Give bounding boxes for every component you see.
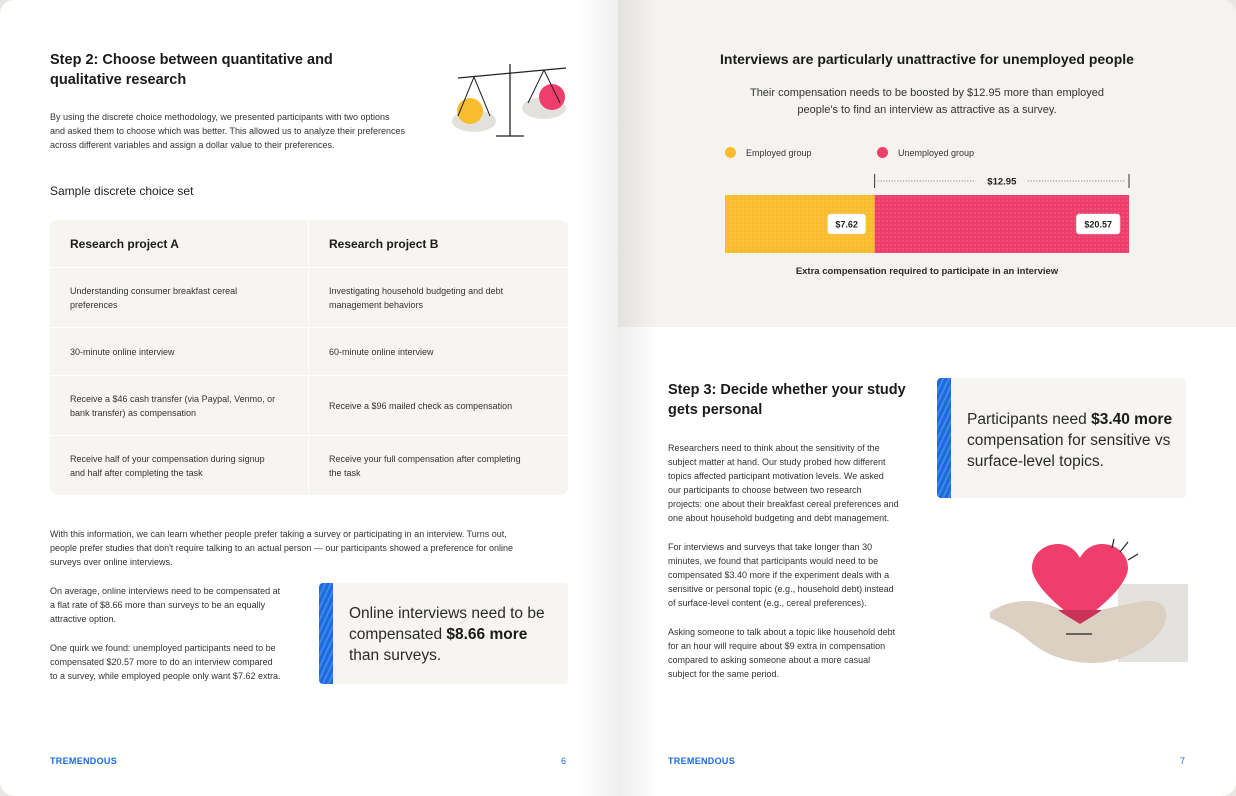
callout-text-part: Participants need (967, 411, 1092, 428)
paragraph-line: to a survey, while employed people only want $7.62 extra. (50, 671, 281, 681)
paragraph-line: for an hour will require about $9 extra in compensation (668, 641, 886, 651)
table-row (50, 436, 568, 495)
callout-line: surface-level topics. (967, 453, 1104, 470)
table-row (50, 328, 568, 376)
page-number: 7 (1180, 756, 1186, 766)
paragraph-line: Asking someone to talk about a topic like household debt (668, 627, 896, 637)
callout-line: compensation for sensitive vs (967, 432, 1171, 449)
paragraph-line: attractive option. (50, 614, 117, 624)
paragraph-line: subject matter at hand. Our study probed how different (668, 457, 886, 467)
paragraph-line: projects: one about their breakfast cereal preferences and (668, 499, 899, 509)
paragraph-line: of surface-level content (e.g., cereal preferences). (668, 598, 867, 608)
step2-intro (50, 110, 405, 152)
data-label-unemployed: $20.57 (1084, 219, 1112, 230)
step3-title-line2: gets personal (668, 402, 763, 418)
chart-section-title: Interviews are particularly unattractive for unemployed people (720, 51, 1134, 67)
callout-line (967, 409, 1172, 430)
quirk-paragraph (50, 641, 280, 683)
intro-line: By using the discrete choice methodology, we presented participants with two options (50, 112, 390, 122)
paragraph-line: One quirk we found: unemployed participants need to be (50, 643, 276, 653)
step2-title-line2: qualitative research (50, 72, 187, 88)
paragraph-line: minutes, we found that participants would need to be (668, 556, 879, 566)
sensitive-topics-callout (937, 378, 1186, 498)
cell-project-a (50, 436, 309, 495)
callout-text (349, 603, 545, 666)
summary-line: With this information, we can learn whether people prefer taking a survey or participating in an interview. Turns out, (50, 529, 507, 539)
step2-title-line1: Step 2: Choose between quantitative and (50, 52, 333, 68)
paragraph-line: compensated $3.40 more if the experiment deals with a (668, 570, 890, 580)
legend-label: Unemployed group (898, 147, 975, 158)
paragraph-line: For interviews and surveys that take longer than 30 (668, 542, 873, 552)
callout-highlight: $3.40 more (1091, 411, 1173, 428)
cell-line: the task (329, 467, 361, 478)
paragraph-line: compensated $20.57 more to do an interview compared (50, 657, 273, 667)
callout-text-part: compensated (349, 626, 447, 643)
paragraph-line: Researchers need to think about the sensitivity of the (668, 443, 880, 453)
summary-paragraph (50, 527, 513, 569)
balance-scale-illustration (440, 58, 580, 144)
intro-line: and asked them to choose which was better. This allowed us to analyze their preferences (50, 126, 406, 136)
callout-accent-bar (319, 583, 333, 684)
legend-employed (725, 147, 812, 158)
legend-dot-pink-icon (877, 147, 888, 158)
callout-line (349, 624, 545, 645)
discrete-choice-table (50, 220, 568, 495)
paragraph-line: compared to asking someone about a more casual (668, 655, 871, 665)
paragraph-line: one about household budgeting and debt management. (668, 513, 890, 523)
paragraph-line: sensitive or personal topic (e.g., household debt) instead (668, 584, 894, 594)
step3-para1 (668, 441, 899, 525)
header-project-a: Research project A (50, 220, 309, 267)
step3-para2 (668, 540, 894, 610)
summary-line: people prefer studies that don't require talking to an actual person — our participants showed a preference for online (50, 543, 513, 553)
cell-project-a: 30-minute online interview (50, 328, 309, 375)
paragraph-line: subject for the same period. (668, 669, 780, 679)
paragraph-line: topics affected participant motivation levels. We asked (668, 471, 884, 481)
table-header-row (50, 220, 568, 268)
difference-label: $12.95 (987, 176, 1017, 188)
table-row (50, 268, 568, 328)
heart-in-hand-illustration (988, 538, 1188, 666)
cell-line: preferences (70, 299, 118, 310)
callout-text (967, 409, 1172, 472)
cell-line: bank transfer) as compensation (70, 407, 197, 418)
cell-project-a (50, 376, 309, 435)
cell-line: Receive a $46 cash transfer (via Paypal, Venmo, or (70, 393, 276, 404)
brand-logo: TREMENDOUS (50, 756, 118, 766)
average-paragraph (50, 584, 280, 626)
table-row (50, 376, 568, 436)
cell-line: Receive half of your compensation during signup (70, 453, 265, 464)
legend-dot-yellow-icon (725, 147, 736, 158)
chart-caption: Extra compensation required to participate in an interview (795, 266, 1059, 277)
callout-accent-bar (937, 378, 951, 498)
brand-logo: TREMENDOUS (668, 756, 736, 766)
paragraph-line: a flat rate of $8.66 more than surveys to be an equally (50, 600, 266, 610)
data-label-employed: $7.62 (835, 219, 858, 230)
legend-label: Employed group (746, 147, 812, 158)
step3-title-line1: Step 3: Decide whether your study (668, 382, 906, 398)
step2-title (50, 50, 333, 90)
page-number: 6 (561, 756, 567, 766)
cell-project-b: 60-minute online interview (329, 346, 434, 357)
cell-line: Investigating household budgeting and debt (329, 285, 504, 296)
cell-line: Understanding consumer breakfast cereal (70, 285, 238, 296)
step3-title (668, 380, 906, 420)
chart-panel (618, 0, 1236, 327)
cell-project-b (309, 268, 568, 327)
summary-line: surveys over online interviews. (50, 557, 173, 567)
chart-section-subtitle (718, 85, 1136, 119)
paragraph-line: our participants to choose between two research (668, 485, 862, 495)
compensation-stacked-bar-chart (718, 168, 1138, 258)
paragraph-line: On average, online interviews need to be compensated at (50, 586, 281, 596)
cell-line: Receive your full compensation after completing (329, 453, 521, 464)
callout-line: Online interviews need to be (349, 605, 545, 622)
sample-choice-set-label: Sample discrete choice set (50, 184, 194, 198)
cell-line: and half after completing the task (70, 467, 203, 478)
cell-project-b: Receive a $96 mailed check as compensation (329, 400, 513, 411)
header-project-b: Research project B (329, 236, 439, 251)
step3-para3 (668, 625, 895, 681)
subtitle-line: Their compensation needs to be boosted by $12.95 more than employed (749, 87, 1105, 99)
subtitle-line: people's to find an interview as attractive as a survey. (797, 104, 1057, 116)
intro-line: across different variables and assign a dollar value to their preferences. (50, 140, 335, 150)
cell-project-a (50, 268, 309, 327)
callout-highlight: $8.66 more (446, 626, 528, 643)
cell-project-b (309, 436, 568, 495)
cell-line: management behaviors (329, 299, 424, 310)
legend-unemployed (877, 147, 974, 158)
interview-callout (319, 583, 568, 684)
callout-line: than surveys. (349, 647, 442, 664)
right-page (618, 0, 1236, 796)
